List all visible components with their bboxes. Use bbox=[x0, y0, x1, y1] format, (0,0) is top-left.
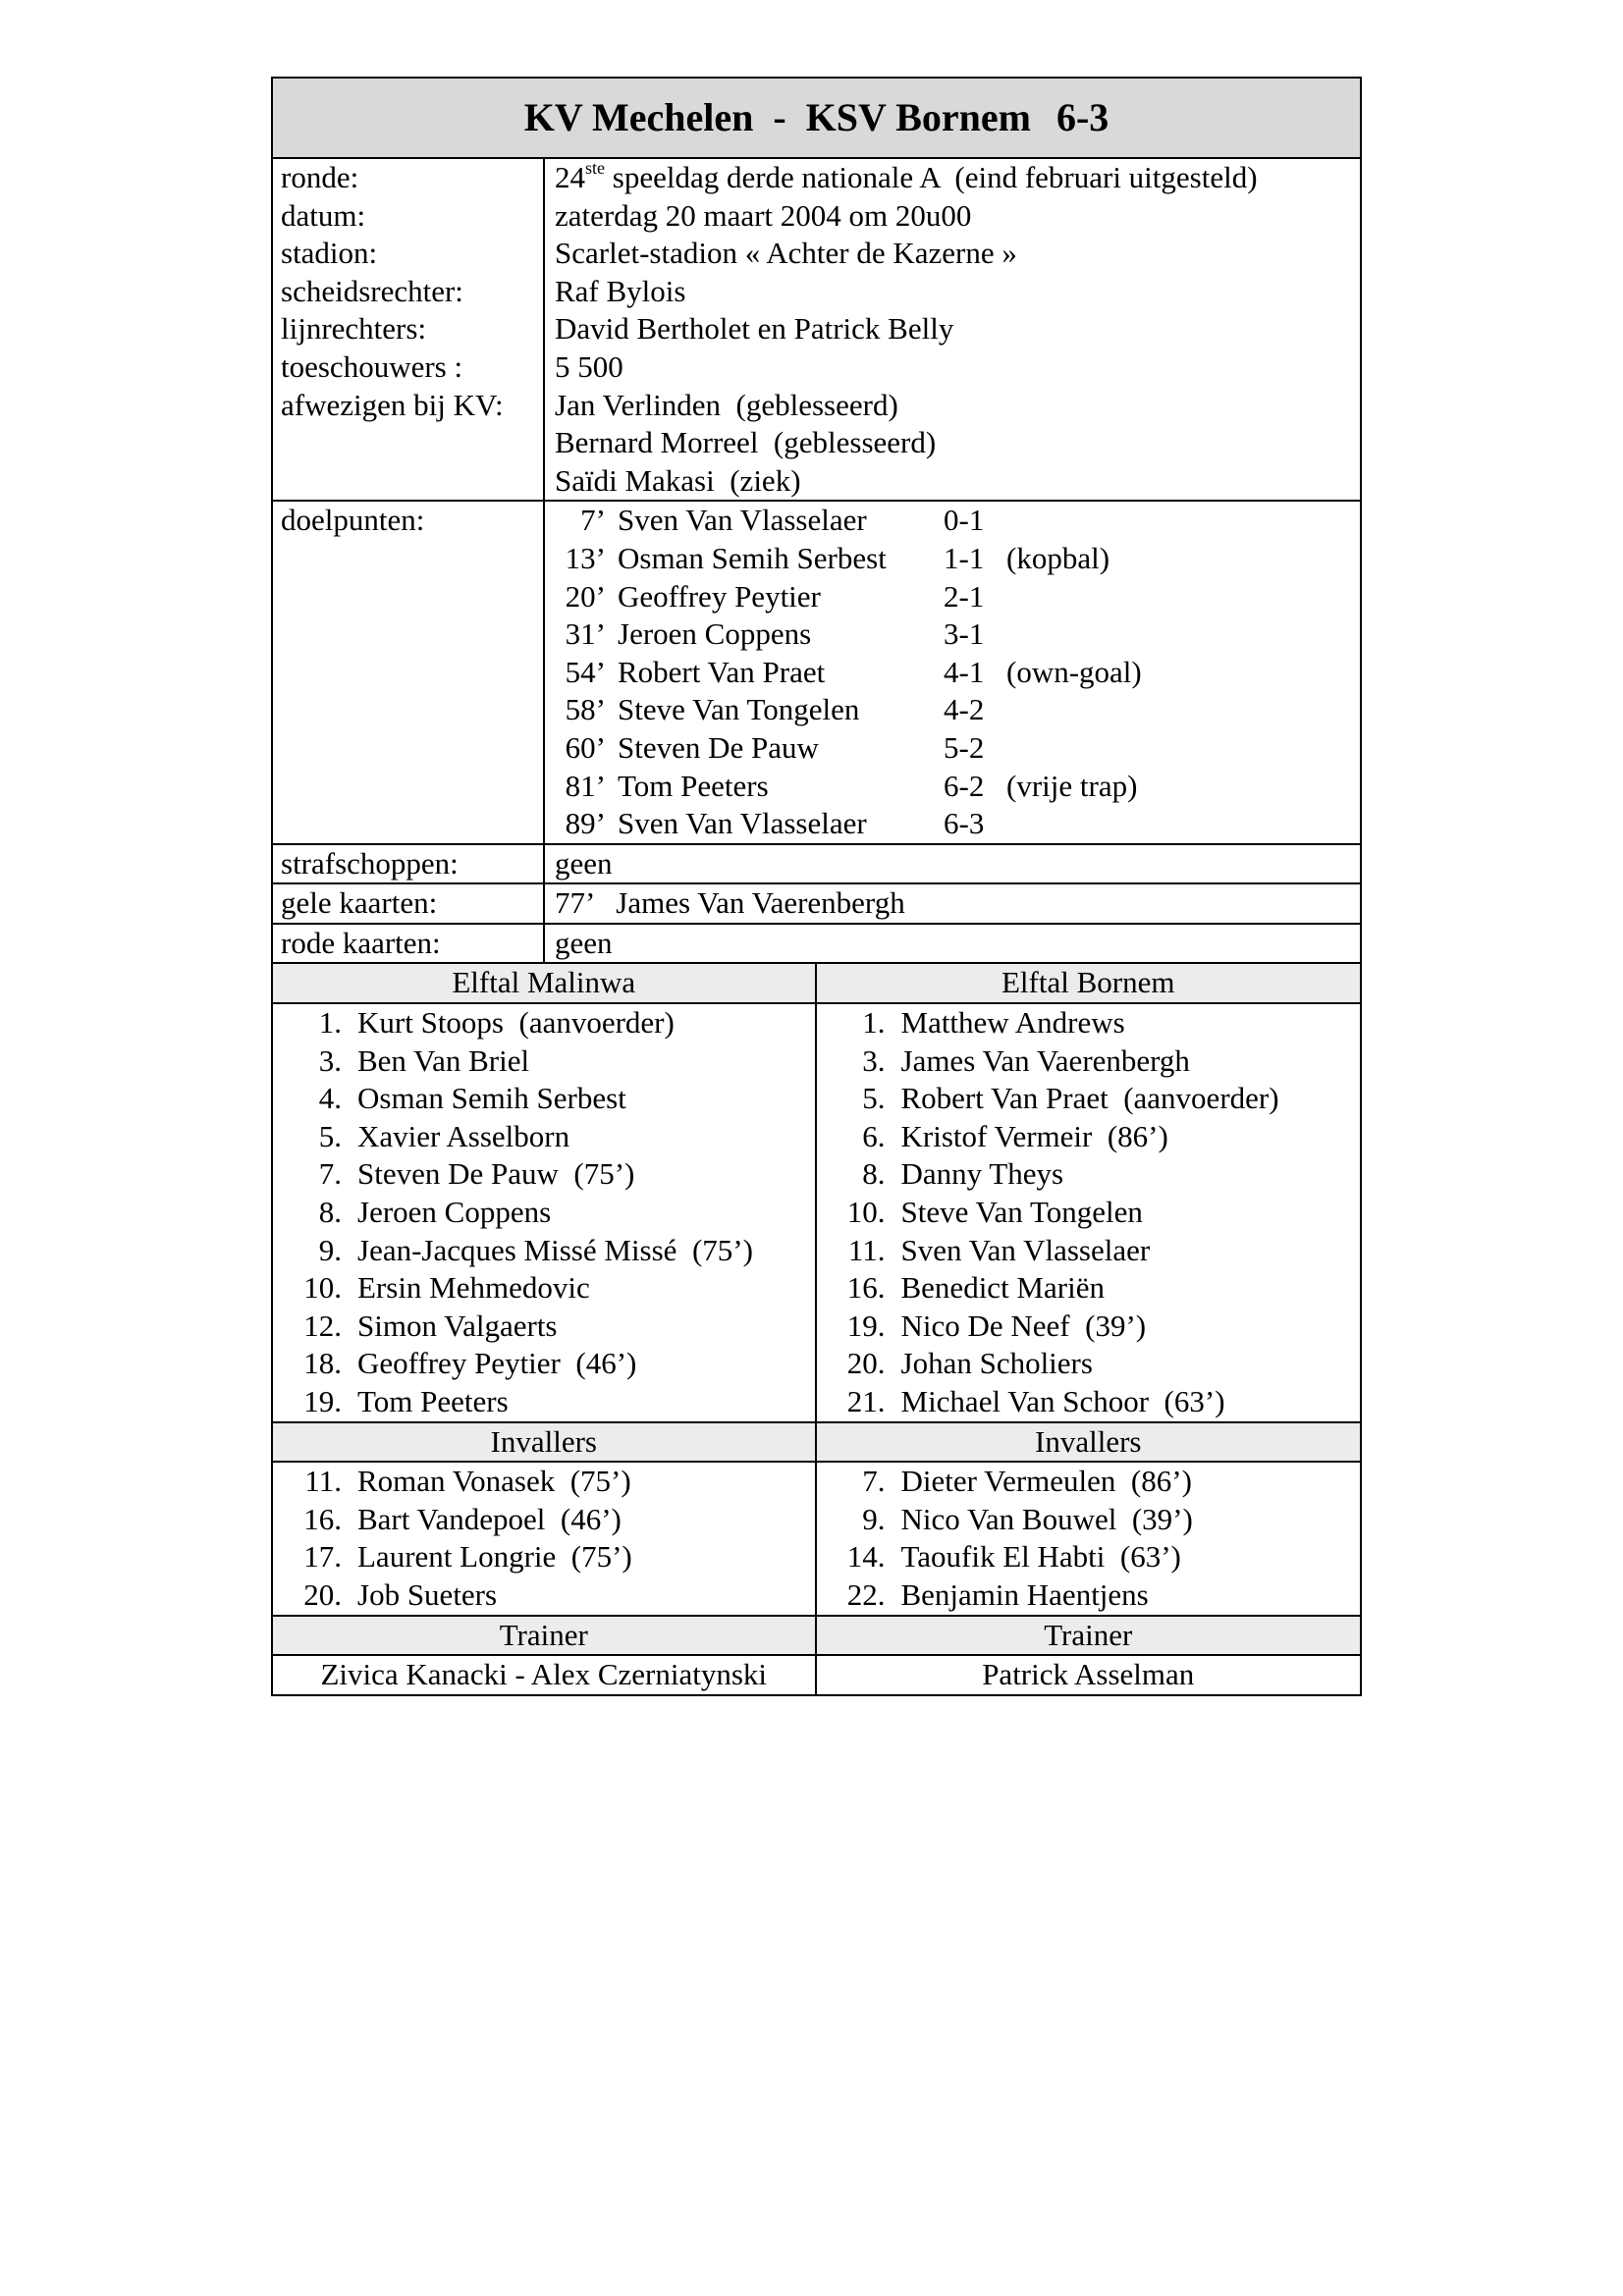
player-name: Dieter Vermeulen (86’) bbox=[900, 1464, 1192, 1499]
goal-score: 6-2 bbox=[944, 768, 985, 803]
goal-score: 4-2 bbox=[944, 692, 985, 727]
value-gele-kaarten: 77’ James Van Vaerenbergh bbox=[555, 885, 905, 921]
player-number: 1. bbox=[862, 1005, 886, 1041]
lineup-malinwa bbox=[273, 1004, 817, 1421]
trainer-header-bornem: Trainer bbox=[817, 1617, 1361, 1655]
value-rode-kaarten: geen bbox=[555, 925, 613, 960]
player-row bbox=[273, 1042, 815, 1081]
lineup-header-malinwa: Elftal Malinwa bbox=[273, 964, 817, 1002]
label-lijnrechters: lijnrechters: bbox=[281, 311, 427, 347]
player-number: 10. bbox=[303, 1270, 342, 1306]
player-name: Kristof Vermeir (86’) bbox=[900, 1118, 1168, 1153]
label-stadion: stadion: bbox=[281, 236, 378, 271]
player-row bbox=[817, 1194, 1361, 1232]
player-row bbox=[273, 1004, 815, 1042]
player-number: 16. bbox=[303, 1501, 342, 1536]
label-strafschoppen: strafschoppen: bbox=[273, 845, 545, 883]
player-number: 14. bbox=[846, 1539, 886, 1575]
subs-header-malinwa: Invallers bbox=[273, 1423, 817, 1462]
player-number: 16. bbox=[846, 1270, 886, 1306]
red-cards-row bbox=[273, 925, 1360, 965]
player-name: Ersin Mehmedovic bbox=[357, 1270, 590, 1306]
info-values bbox=[545, 159, 1360, 500]
value-strafschoppen: geen bbox=[555, 845, 613, 881]
goal-minute: 89’ bbox=[565, 806, 606, 841]
player-row bbox=[273, 1232, 815, 1270]
label-datum: datum: bbox=[281, 197, 366, 233]
value-ronde bbox=[555, 159, 1360, 197]
player-name: Nico De Neef (39’) bbox=[900, 1308, 1147, 1343]
goal-scorer: Jeroen Coppens bbox=[618, 616, 812, 652]
goal-scorer: Sven Van Vlasselaer bbox=[618, 503, 867, 538]
info-section bbox=[273, 159, 1360, 502]
goal-note: (vrije trap) bbox=[1006, 768, 1138, 803]
trainer-bornem: Patrick Asselman bbox=[982, 1657, 1195, 1692]
player-number: 9. bbox=[862, 1501, 886, 1536]
goal-row bbox=[545, 691, 1360, 729]
goal-scorer: Geoffrey Peytier bbox=[618, 578, 821, 614]
goal-note bbox=[1004, 578, 1006, 616]
goal-row bbox=[545, 540, 1360, 578]
subs-header-row bbox=[273, 1423, 1360, 1464]
goal-minute: 54’ bbox=[565, 654, 606, 689]
player-number: 7. bbox=[318, 1156, 342, 1192]
player-name: Michael Van Schoor (63’) bbox=[900, 1384, 1225, 1418]
player-row bbox=[817, 1004, 1361, 1042]
ronde-text: speeldag derde nationale A (eind februari uitgesteld) bbox=[605, 160, 1258, 194]
player-name: Steve Van Tongelen bbox=[900, 1195, 1143, 1230]
goal-note bbox=[1004, 729, 1006, 768]
player-number: 11. bbox=[304, 1464, 342, 1499]
goal-minute: 7’ bbox=[580, 503, 606, 538]
player-number: 11. bbox=[847, 1232, 886, 1267]
player-row bbox=[273, 1576, 815, 1615]
value-afwezigen-2: Bernard Morreel (geblesseerd) bbox=[555, 425, 937, 460]
value-stadion: Scarlet-stadion « Achter de Kazerne » bbox=[555, 236, 1017, 271]
player-name: Ben Van Briel bbox=[357, 1042, 530, 1078]
goal-row bbox=[545, 578, 1360, 616]
goal-minute: 31’ bbox=[565, 616, 606, 652]
player-number: 19. bbox=[303, 1384, 342, 1418]
goal-score: 6-3 bbox=[944, 806, 985, 841]
player-number: 8. bbox=[318, 1195, 342, 1230]
goal-score: 1-1 bbox=[944, 540, 985, 575]
player-number: 8. bbox=[862, 1156, 886, 1192]
label-rode-kaarten: rode kaarten: bbox=[273, 925, 545, 963]
lineup-header-bornem: Elftal Bornem bbox=[817, 964, 1361, 1002]
player-row bbox=[273, 1345, 815, 1383]
goal-row bbox=[545, 768, 1360, 806]
value-toeschouwers: 5 500 bbox=[555, 348, 623, 384]
player-row bbox=[273, 1538, 815, 1576]
goal-scorer: Sven Van Vlasselaer bbox=[618, 806, 867, 841]
value-afwezigen-3: Saïdi Makasi (ziek) bbox=[555, 462, 801, 498]
goal-row bbox=[545, 805, 1360, 843]
player-number: 20. bbox=[846, 1346, 886, 1381]
player-number: 1. bbox=[318, 1005, 342, 1041]
player-row bbox=[273, 1155, 815, 1194]
player-row bbox=[817, 1155, 1361, 1194]
player-name: Job Sueters bbox=[357, 1576, 498, 1612]
info-labels bbox=[273, 159, 545, 500]
goal-note bbox=[1004, 691, 1006, 729]
trainer-header-malinwa: Trainer bbox=[273, 1617, 817, 1655]
goal-scorer: Robert Van Praet bbox=[618, 654, 826, 689]
player-name: Simon Valgaerts bbox=[357, 1308, 558, 1343]
player-number: 5. bbox=[862, 1081, 886, 1116]
subs-row bbox=[273, 1463, 1360, 1616]
subs-malinwa bbox=[273, 1463, 817, 1614]
goal-score: 2-1 bbox=[944, 578, 985, 614]
player-number: 19. bbox=[846, 1308, 886, 1343]
goal-score: 3-1 bbox=[944, 616, 985, 652]
match-title bbox=[273, 79, 1360, 159]
player-number: 6. bbox=[862, 1118, 886, 1153]
goal-note bbox=[1004, 502, 1006, 540]
player-row bbox=[817, 1080, 1361, 1118]
goal-minute: 60’ bbox=[565, 729, 606, 765]
lineup-row bbox=[273, 1004, 1360, 1423]
player-number: 21. bbox=[846, 1384, 886, 1418]
ronde-number: 24 bbox=[555, 160, 585, 194]
player-name: Laurent Longrie (75’) bbox=[357, 1539, 632, 1575]
trainer-row bbox=[273, 1656, 1360, 1694]
player-number: 20. bbox=[303, 1576, 342, 1612]
label-afwezigen: afwezigen bij KV: bbox=[281, 387, 504, 422]
match-report-table bbox=[271, 77, 1362, 1696]
value-afwezigen-1: Jan Verlinden (geblesseerd) bbox=[555, 387, 898, 422]
label-gele-kaarten: gele kaarten: bbox=[273, 884, 545, 923]
goal-score: 5-2 bbox=[944, 729, 985, 765]
player-number: 10. bbox=[846, 1195, 886, 1230]
player-row bbox=[817, 1501, 1361, 1539]
player-name: Sven Van Vlasselaer bbox=[900, 1232, 1151, 1267]
player-number: 22. bbox=[846, 1576, 886, 1612]
player-row bbox=[817, 1118, 1361, 1156]
goal-note bbox=[1004, 805, 1006, 843]
ronde-suffix: ste bbox=[585, 158, 605, 178]
player-name: Johan Scholiers bbox=[900, 1346, 1093, 1381]
player-name: Tom Peeters bbox=[357, 1384, 509, 1418]
player-number: 3. bbox=[862, 1042, 886, 1078]
player-row bbox=[273, 1118, 815, 1156]
subs-bornem bbox=[817, 1463, 1361, 1614]
player-name: James Van Vaerenbergh bbox=[900, 1042, 1190, 1078]
player-name: Robert Van Praet (aanvoerder) bbox=[900, 1081, 1279, 1116]
player-number: 4. bbox=[318, 1081, 342, 1116]
player-name: Benedict Mariën bbox=[900, 1270, 1105, 1306]
goal-note bbox=[1004, 615, 1006, 654]
subs-header-bornem: Invallers bbox=[817, 1423, 1361, 1462]
lineup-bornem bbox=[817, 1004, 1361, 1421]
player-number: 5. bbox=[318, 1118, 342, 1153]
player-name: Geoffrey Peytier (46’) bbox=[357, 1346, 637, 1381]
goals-list bbox=[545, 502, 1360, 842]
player-name: Osman Semih Serbest bbox=[357, 1081, 626, 1116]
player-number: 18. bbox=[303, 1346, 342, 1381]
yellow-cards-row bbox=[273, 884, 1360, 925]
player-row bbox=[817, 1538, 1361, 1576]
player-row bbox=[273, 1080, 815, 1118]
penalties-row bbox=[273, 845, 1360, 885]
goal-scorer: Tom Peeters bbox=[618, 768, 769, 803]
player-number: 12. bbox=[303, 1308, 342, 1343]
goal-note: (kopbal) bbox=[1006, 540, 1110, 575]
player-number: 17. bbox=[303, 1539, 342, 1575]
player-row bbox=[817, 1232, 1361, 1270]
player-name: Roman Vonasek (75’) bbox=[357, 1464, 631, 1499]
player-row bbox=[273, 1501, 815, 1539]
player-name: Kurt Stoops (aanvoerder) bbox=[357, 1005, 675, 1041]
goal-minute: 20’ bbox=[565, 578, 606, 614]
value-datum: zaterdag 20 maart 2004 om 20u00 bbox=[555, 197, 972, 233]
player-row bbox=[817, 1269, 1361, 1308]
label-doelpunten: doelpunten: bbox=[273, 502, 545, 842]
goal-row bbox=[545, 615, 1360, 654]
match-score: 6-3 bbox=[1055, 95, 1109, 139]
player-number: 3. bbox=[318, 1042, 342, 1078]
goal-note: (own-goal) bbox=[1006, 654, 1142, 689]
player-name: Bart Vandepoel (46’) bbox=[357, 1501, 622, 1536]
lineup-header-row bbox=[273, 964, 1360, 1004]
player-name: Danny Theys bbox=[900, 1156, 1064, 1192]
player-name: Matthew Andrews bbox=[900, 1005, 1125, 1041]
player-row bbox=[273, 1463, 815, 1501]
goal-scorer: Osman Semih Serbest bbox=[618, 540, 887, 575]
goal-row bbox=[545, 654, 1360, 692]
player-name: Steven De Pauw (75’) bbox=[357, 1156, 635, 1192]
player-row bbox=[817, 1383, 1361, 1421]
goal-scorer: Steve Van Tongelen bbox=[618, 692, 860, 727]
goal-minute: 58’ bbox=[565, 692, 606, 727]
goal-score: 4-1 bbox=[944, 654, 985, 689]
trainer-malinwa: Zivica Kanacki - Alex Czerniatynski bbox=[273, 1656, 817, 1694]
player-name: Jean-Jacques Missé Missé (75’) bbox=[357, 1232, 753, 1267]
player-row bbox=[817, 1345, 1361, 1383]
player-row bbox=[273, 1194, 815, 1232]
goal-score: 0-1 bbox=[944, 503, 985, 538]
value-lijnrechters: David Bertholet en Patrick Belly bbox=[555, 311, 954, 347]
trainer-header-row bbox=[273, 1617, 1360, 1657]
player-name: Jeroen Coppens bbox=[357, 1195, 552, 1230]
goal-minute: 13’ bbox=[565, 540, 606, 575]
player-row bbox=[273, 1308, 815, 1346]
value-scheidsrechter: Raf Bylois bbox=[555, 273, 686, 308]
label-ronde: ronde: bbox=[281, 160, 359, 194]
player-row bbox=[817, 1042, 1361, 1081]
player-name: Nico Van Bouwel (39’) bbox=[900, 1501, 1193, 1536]
player-number: 9. bbox=[318, 1232, 342, 1267]
goal-row bbox=[545, 729, 1360, 768]
goal-row bbox=[545, 502, 1360, 540]
player-number: 7. bbox=[862, 1464, 886, 1499]
match-teams: KV Mechelen - KSV Bornem bbox=[523, 95, 1031, 139]
player-row bbox=[273, 1269, 815, 1308]
player-name: Benjamin Haentjens bbox=[900, 1576, 1149, 1612]
player-row bbox=[817, 1463, 1361, 1501]
goals-section bbox=[273, 502, 1360, 844]
goal-minute: 81’ bbox=[565, 768, 606, 803]
player-row bbox=[273, 1383, 815, 1421]
label-toeschouwers: toeschouwers : bbox=[281, 348, 463, 384]
player-row bbox=[817, 1576, 1361, 1615]
player-name: Xavier Asselborn bbox=[357, 1118, 570, 1153]
player-row bbox=[817, 1308, 1361, 1346]
player-name: Taoufik El Habti (63’) bbox=[900, 1539, 1181, 1575]
goal-scorer: Steven De Pauw bbox=[618, 729, 819, 765]
label-scheidsrechter: scheidsrechter: bbox=[281, 273, 463, 308]
